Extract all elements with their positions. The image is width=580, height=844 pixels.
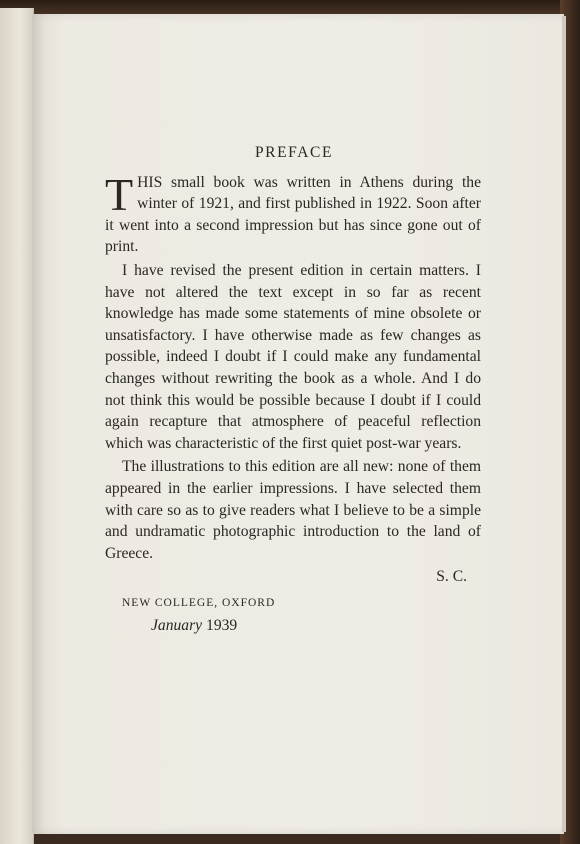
date-month: January [151,616,203,634]
preface-text [105,142,481,636]
date-year: 1939 [206,616,238,634]
paragraph-3: The illustrations to this edition are all new: none of them appeared in the earlier impressions. I have selected them with care so as to give readers what I believe to be a simple and undramatic photographic introduction to the land of Greece. [105,458,481,562]
place-line: NEW COLLEGE, OXFORD [122,596,276,609]
drop-cap: T [105,168,134,220]
paragraph-2: I have revised the present edition in certain matters. I have not altered the text except in so far as recent knowledge has made some statements of mine obsolete or unsatisfactory. I have otherwise made as few changes as possible, indeed I doubt if I could make any fundamental changes without rewriting the book as a whole. And I do not think this would be possible because I doubt if I could again recapture that atmosphere of peaceful reflection which was characteristic of the first quiet post-war years. [105,261,481,452]
page-title: PREFACE [254,144,334,161]
facing-page-edge [0,8,34,844]
author-initials: S. C. [436,568,467,586]
page-fore-edge [562,16,566,832]
paragraph-1 [105,168,481,258]
date-line [151,615,481,637]
paragraph-1-text: HIS small book was written in Athens during the winter of 1921, and first published in 1922. Soon after it went into a second impression but has since gone out of print. [105,173,481,256]
